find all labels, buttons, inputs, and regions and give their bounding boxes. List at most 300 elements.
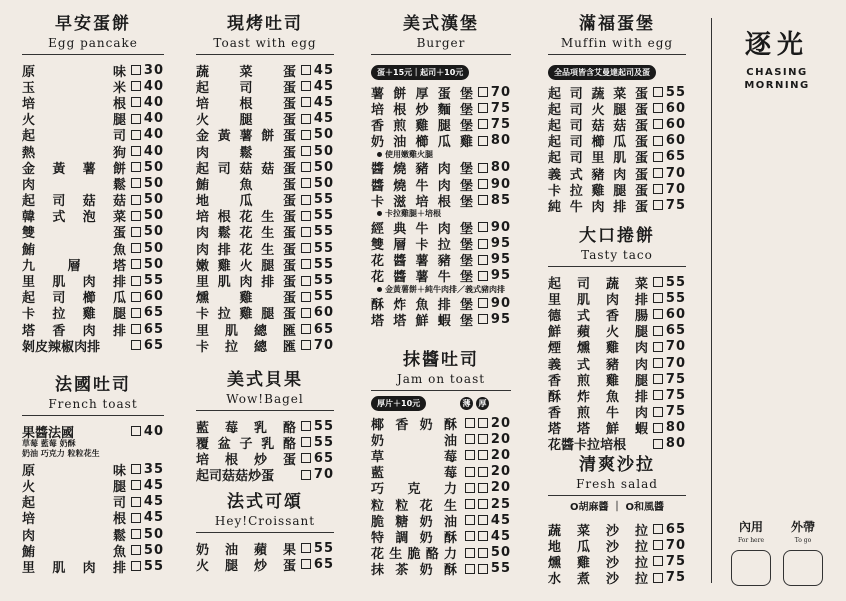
checkbox[interactable]	[131, 561, 141, 571]
menu-item[interactable]	[548, 420, 686, 436]
item-price	[473, 85, 511, 100]
item-name-char: 炒	[253, 558, 267, 574]
checkbox[interactable]	[301, 227, 311, 237]
thin-checkbox[interactable]	[465, 564, 475, 574]
menu-item[interactable]	[196, 78, 334, 94]
menu-item[interactable]	[22, 321, 164, 337]
item-name-char: 根	[239, 96, 253, 112]
thin-checkbox[interactable]	[465, 467, 475, 477]
taco-section	[548, 226, 686, 452]
item-name-char: 雞	[591, 183, 605, 199]
item-name-char: 薯	[371, 86, 385, 102]
checkbox[interactable]	[301, 114, 311, 124]
thick-checkbox[interactable]	[478, 483, 488, 493]
checkbox[interactable]	[131, 178, 141, 188]
item-name-char: 堡	[459, 297, 473, 313]
thick-checkbox[interactable]	[478, 499, 488, 509]
menu-item[interactable]	[22, 423, 164, 439]
menu-item[interactable]	[371, 528, 511, 544]
checkbox[interactable]	[131, 292, 141, 302]
item-name-char: 菇	[222, 469, 236, 485]
menu-item[interactable]	[548, 84, 686, 100]
thin-checkbox[interactable]	[465, 531, 475, 541]
item-name-char: 塔	[576, 422, 590, 438]
section-title-en: Jam on toast	[396, 372, 486, 386]
item-name-char: 卡	[548, 183, 562, 199]
item-name-char: 肉	[605, 292, 619, 308]
checkbox[interactable]	[301, 97, 311, 107]
menu-item[interactable]	[22, 159, 164, 175]
menu-item[interactable]	[22, 224, 164, 240]
item-name-char: 乳	[253, 420, 267, 436]
menu-item[interactable]	[196, 540, 334, 556]
menu-item[interactable]	[548, 521, 686, 537]
thin-checkbox[interactable]	[465, 499, 475, 509]
thick-checkbox[interactable]	[478, 418, 488, 428]
menu-item[interactable]	[196, 272, 334, 291]
item-name-char: 花	[419, 498, 433, 514]
checkbox[interactable]	[478, 179, 488, 189]
menu-item[interactable]	[22, 143, 164, 159]
item-name-char: 菜	[576, 523, 590, 539]
take-out-option[interactable]	[781, 518, 825, 586]
menu-item[interactable]	[371, 512, 511, 528]
checkbox[interactable]	[131, 81, 141, 91]
checkbox[interactable]	[653, 103, 663, 113]
item-name-char: 火	[196, 113, 210, 129]
checkbox[interactable]	[301, 276, 311, 286]
menu-item[interactable]	[22, 240, 164, 256]
checkbox[interactable]	[301, 340, 311, 350]
menu-item[interactable]	[548, 570, 686, 586]
checkbox[interactable]	[478, 298, 488, 308]
menu-item[interactable]	[371, 480, 511, 496]
menu-item[interactable]	[196, 450, 334, 466]
menu-item[interactable]	[371, 160, 511, 176]
item-price	[648, 133, 686, 148]
dine-in-box[interactable]	[731, 550, 771, 586]
checkbox[interactable]	[478, 163, 488, 173]
item-name-char: 拉	[224, 339, 238, 355]
item-price	[648, 307, 686, 322]
checkbox[interactable]	[131, 162, 141, 172]
thick-checkbox[interactable]	[478, 515, 488, 525]
checkbox[interactable]	[478, 87, 488, 97]
menu-item[interactable]	[371, 100, 511, 116]
price-value: 30	[143, 62, 164, 78]
item-name-char: 拉	[634, 539, 648, 555]
menu-item[interactable]	[196, 434, 334, 450]
item-price	[296, 451, 334, 466]
menu-item[interactable]	[548, 339, 686, 355]
menu-item[interactable]	[196, 175, 334, 191]
thin-checkbox[interactable]	[465, 450, 475, 460]
checkbox[interactable]	[653, 277, 663, 287]
checkbox[interactable]	[131, 211, 141, 221]
checkbox[interactable]	[301, 162, 311, 172]
checkbox[interactable]	[131, 259, 141, 269]
checkbox[interactable]	[131, 243, 141, 253]
checkbox[interactable]	[478, 255, 488, 265]
checkbox[interactable]	[478, 314, 488, 324]
menu-item[interactable]	[371, 133, 511, 149]
menu-item[interactable]	[196, 208, 334, 224]
menu-item[interactable]	[371, 311, 511, 327]
item-name-char: 蛋	[282, 210, 296, 226]
item-name-char: 肉	[22, 177, 36, 193]
checkbox[interactable]	[131, 227, 141, 237]
price-value: 60	[313, 305, 334, 321]
thin-checkbox[interactable]	[465, 515, 475, 525]
menu-item[interactable]	[196, 305, 334, 321]
item-name-char: 酪	[425, 547, 439, 563]
item-name-char: 培	[196, 96, 210, 112]
checkbox[interactable]	[301, 146, 311, 156]
item-price	[126, 338, 164, 353]
item-price	[296, 541, 334, 556]
menu-item[interactable]	[196, 556, 334, 572]
checkbox[interactable]	[131, 513, 141, 523]
checkbox[interactable]	[301, 437, 311, 447]
item-name-char: 堡	[459, 178, 473, 194]
item-name-char: 肌	[52, 275, 66, 291]
checkbox[interactable]	[478, 103, 488, 113]
menu-item[interactable]	[22, 526, 164, 542]
checkbox[interactable]	[653, 407, 663, 417]
checkbox[interactable]	[131, 276, 141, 286]
checkbox[interactable]	[301, 195, 311, 205]
item-name-char: 菇	[112, 194, 126, 210]
menu-item[interactable]	[22, 272, 164, 291]
menu-item[interactable]	[548, 149, 686, 165]
checkbox[interactable]	[301, 81, 311, 91]
item-name-char: 火	[239, 258, 253, 274]
menu-item[interactable]	[22, 289, 164, 305]
thick-checkbox[interactable]	[478, 450, 488, 460]
checkbox[interactable]	[653, 309, 663, 319]
menu-item[interactable]	[196, 337, 334, 353]
item-price	[126, 160, 164, 175]
item-name-char: 肌	[576, 292, 590, 308]
price-value: 45	[313, 111, 334, 127]
item-name-char: 酪	[282, 420, 296, 436]
menu-item[interactable]	[371, 252, 511, 268]
price-value: 85	[490, 192, 511, 208]
thick-checkbox[interactable]	[478, 434, 488, 444]
checkbox[interactable]	[131, 146, 141, 156]
checkbox[interactable]	[653, 423, 663, 433]
item-name-char: 菇	[239, 161, 253, 177]
menu-item[interactable]	[371, 116, 511, 132]
checkbox[interactable]	[653, 87, 663, 97]
menu-item[interactable]	[548, 274, 686, 290]
checkbox[interactable]	[131, 97, 141, 107]
checkbox[interactable]	[653, 358, 663, 368]
menu-item[interactable]	[22, 558, 164, 574]
menu-item[interactable]	[22, 477, 164, 493]
item-price	[648, 339, 686, 354]
menu-item[interactable]	[548, 371, 686, 387]
checkbox[interactable]	[653, 152, 663, 162]
checkbox[interactable]	[301, 453, 311, 463]
menu-item[interactable]	[548, 355, 686, 371]
menu-item[interactable]	[196, 467, 334, 483]
menu-item[interactable]	[196, 289, 334, 305]
menu-item[interactable]	[371, 84, 511, 100]
menu-item[interactable]	[371, 268, 511, 284]
menu-item[interactable]	[371, 431, 511, 447]
item-name-char: 層	[393, 238, 407, 254]
menu-item[interactable]	[371, 561, 511, 577]
menu-item[interactable]	[22, 127, 164, 143]
menu-item[interactable]	[196, 240, 334, 256]
price-value: 50	[143, 175, 164, 191]
flavor-options: 草莓 藍莓 奶酥	[22, 439, 76, 449]
brand-name-en-2: MORNING	[744, 80, 810, 91]
menu-item[interactable]	[371, 219, 511, 235]
price-value: 45	[143, 477, 164, 493]
menu-item[interactable]	[196, 62, 334, 78]
menu-item[interactable]	[371, 545, 511, 561]
item-name-char: 拉	[587, 438, 601, 454]
menu-item[interactable]	[22, 62, 164, 78]
checkbox[interactable]	[131, 545, 141, 555]
item-name: 果醬法國	[22, 425, 75, 441]
menu-item[interactable]	[196, 143, 334, 159]
checkbox[interactable]	[653, 439, 663, 449]
menu-item[interactable]	[196, 94, 334, 110]
menu-item[interactable]	[196, 418, 334, 434]
checkbox[interactable]	[301, 65, 311, 75]
item-price	[126, 494, 164, 509]
item-name-char: 卡	[574, 438, 588, 454]
checkbox[interactable]	[131, 130, 141, 140]
item-name-char: 司	[569, 118, 583, 134]
checkbox[interactable]	[653, 136, 663, 146]
checkbox[interactable]	[653, 119, 663, 129]
item-name-char: 蛋	[634, 86, 648, 102]
dine-in-label-en: For here	[737, 537, 765, 544]
dine-in-option[interactable]	[729, 518, 773, 586]
menu-item[interactable]	[196, 192, 334, 208]
checkbox[interactable]	[131, 340, 141, 350]
thin-checkbox[interactable]	[465, 418, 475, 428]
item-name-char: 鬆	[112, 528, 126, 544]
take-out-box[interactable]	[783, 550, 823, 586]
checkbox[interactable]	[301, 308, 311, 318]
item-name-char: 司	[576, 276, 590, 292]
item-name-char: 沙	[605, 555, 619, 571]
item-name-char: 肉	[634, 406, 648, 422]
menu-item[interactable]	[22, 208, 164, 224]
item-name-char: 燻	[548, 555, 562, 571]
item-name-char: 蔬	[196, 64, 210, 80]
menu-item[interactable]	[548, 133, 686, 149]
checkbox[interactable]	[131, 114, 141, 124]
checkbox[interactable]	[653, 293, 663, 303]
item-name-char: 櫛	[82, 291, 96, 307]
checkbox[interactable]	[653, 374, 663, 384]
menu-item[interactable]	[548, 197, 686, 213]
checkbox[interactable]	[301, 211, 311, 221]
menu-item[interactable]	[371, 447, 511, 463]
menu-item[interactable]	[548, 553, 686, 569]
menu-item[interactable]	[548, 165, 686, 181]
item-name-char: 椒	[61, 339, 75, 355]
menu-item[interactable]	[371, 192, 511, 208]
menu-item[interactable]	[548, 537, 686, 553]
menu-item[interactable]	[196, 321, 334, 337]
thick-checkbox[interactable]	[478, 467, 488, 477]
menu-item[interactable]	[22, 461, 164, 477]
menu-item[interactable]	[371, 464, 511, 480]
thick-checkbox[interactable]	[478, 548, 488, 558]
checkbox[interactable]	[653, 524, 663, 534]
menu-item[interactable]	[548, 404, 686, 420]
menu-item[interactable]	[22, 494, 164, 510]
menu-item[interactable]	[22, 542, 164, 558]
checkbox[interactable]	[301, 559, 311, 569]
menu-item[interactable]	[548, 100, 686, 116]
item-name	[196, 555, 296, 574]
checkbox[interactable]	[301, 178, 311, 188]
item-price	[126, 462, 164, 477]
checkbox[interactable]	[653, 184, 663, 194]
checkbox[interactable]	[301, 421, 311, 431]
checkbox[interactable]	[478, 239, 488, 249]
checkbox[interactable]	[478, 119, 488, 129]
checkbox[interactable]	[653, 342, 663, 352]
price-value: 75	[665, 197, 686, 213]
checkbox[interactable]	[478, 136, 488, 146]
checkbox[interactable]	[301, 543, 311, 553]
checkbox[interactable]	[478, 271, 488, 281]
item-name-char: 味	[112, 463, 126, 479]
item-name-char: 蛋	[634, 167, 648, 183]
item-name-char: 油	[443, 514, 457, 530]
menu-item[interactable]	[548, 387, 686, 403]
item-name-char: 蛋	[282, 161, 296, 177]
menu-item[interactable]	[22, 192, 164, 208]
menu-item[interactable]	[371, 176, 511, 192]
checkbox[interactable]	[301, 470, 311, 480]
item-name-char: 里	[22, 275, 36, 291]
checkbox[interactable]	[301, 292, 311, 302]
menu-item[interactable]	[22, 256, 164, 272]
item-name-char: 腸	[634, 308, 648, 324]
item-name-char: 司	[52, 291, 66, 307]
item-price	[648, 117, 686, 132]
thick-checkbox[interactable]	[478, 564, 488, 574]
price-value: 50	[143, 526, 164, 542]
item-name-char: 蛋	[282, 194, 296, 210]
checkbox[interactable]	[131, 529, 141, 539]
thin-checkbox[interactable]	[465, 548, 475, 558]
item-name-char: 蛋	[634, 151, 648, 167]
menu-item[interactable]	[22, 337, 164, 353]
menu-item[interactable]	[196, 127, 334, 143]
checkbox[interactable]	[131, 480, 141, 490]
price-value: 70	[665, 537, 686, 553]
item-name-char: 司	[112, 496, 126, 512]
checkbox[interactable]	[131, 195, 141, 205]
checkbox[interactable]	[653, 390, 663, 400]
checkbox[interactable]	[301, 243, 311, 253]
divider	[371, 390, 511, 391]
item-name-char: 牛	[437, 270, 451, 286]
menu-item[interactable]	[22, 111, 164, 127]
item-name-char: 雞	[576, 555, 590, 571]
menu-item[interactable]	[548, 116, 686, 132]
checkbox[interactable]	[653, 556, 663, 566]
menu-item[interactable]	[196, 111, 334, 127]
checkbox[interactable]	[301, 259, 311, 269]
item-name-char: 根	[437, 194, 451, 210]
checkbox[interactable]	[653, 168, 663, 178]
thin-checkbox[interactable]	[465, 434, 475, 444]
checkbox[interactable]	[131, 324, 141, 334]
menu-item[interactable]	[196, 256, 334, 272]
item-name-char: 香	[548, 406, 562, 422]
checkbox[interactable]	[301, 130, 311, 140]
brand-name-zh: 逐光	[744, 30, 809, 60]
menu-item[interactable]	[548, 436, 686, 452]
checkbox[interactable]	[131, 464, 141, 474]
checkbox[interactable]	[131, 65, 141, 75]
item-name-char: 匯	[282, 339, 296, 355]
menu-item[interactable]	[196, 159, 334, 175]
item-name-char: 金	[22, 161, 36, 177]
item-name-char: 菜	[239, 64, 253, 80]
checkbox[interactable]	[653, 540, 663, 550]
price-value: 65	[665, 149, 686, 165]
item-name-char: 蛋	[634, 102, 648, 118]
menu-item[interactable]	[22, 175, 164, 191]
menu-item[interactable]	[22, 94, 164, 110]
thick-checkbox[interactable]	[478, 531, 488, 541]
item-price	[296, 419, 334, 434]
menu-item[interactable]	[196, 224, 334, 240]
menu-item[interactable]	[548, 290, 686, 306]
thin-checkbox[interactable]	[465, 483, 475, 493]
checkbox[interactable]	[653, 573, 663, 583]
item-name-char: 司	[569, 151, 583, 167]
menu-item[interactable]	[548, 181, 686, 197]
item-name-char: 豬	[605, 357, 619, 373]
menu-item[interactable]	[548, 323, 686, 339]
item-name-char: 肉	[437, 162, 451, 178]
checkbox[interactable]	[653, 326, 663, 336]
checkbox[interactable]	[653, 200, 663, 210]
brand-logo	[742, 28, 812, 92]
checkbox[interactable]	[131, 426, 141, 436]
menu-item[interactable]	[371, 496, 511, 512]
item-name-char: 豬	[437, 254, 451, 270]
checkbox[interactable]	[131, 497, 141, 507]
menu-item[interactable]	[371, 415, 511, 431]
checkbox[interactable]	[478, 195, 488, 205]
menu-item[interactable]	[371, 236, 511, 252]
menu-item[interactable]	[371, 295, 511, 311]
checkbox[interactable]	[478, 222, 488, 232]
menu-item[interactable]	[548, 306, 686, 322]
menu-item[interactable]	[22, 78, 164, 94]
item-name-char: 櫛	[415, 135, 429, 151]
menu-item[interactable]	[22, 510, 164, 526]
checkbox[interactable]	[131, 308, 141, 318]
checkbox[interactable]	[301, 324, 311, 334]
menu-item[interactable]	[22, 305, 164, 321]
